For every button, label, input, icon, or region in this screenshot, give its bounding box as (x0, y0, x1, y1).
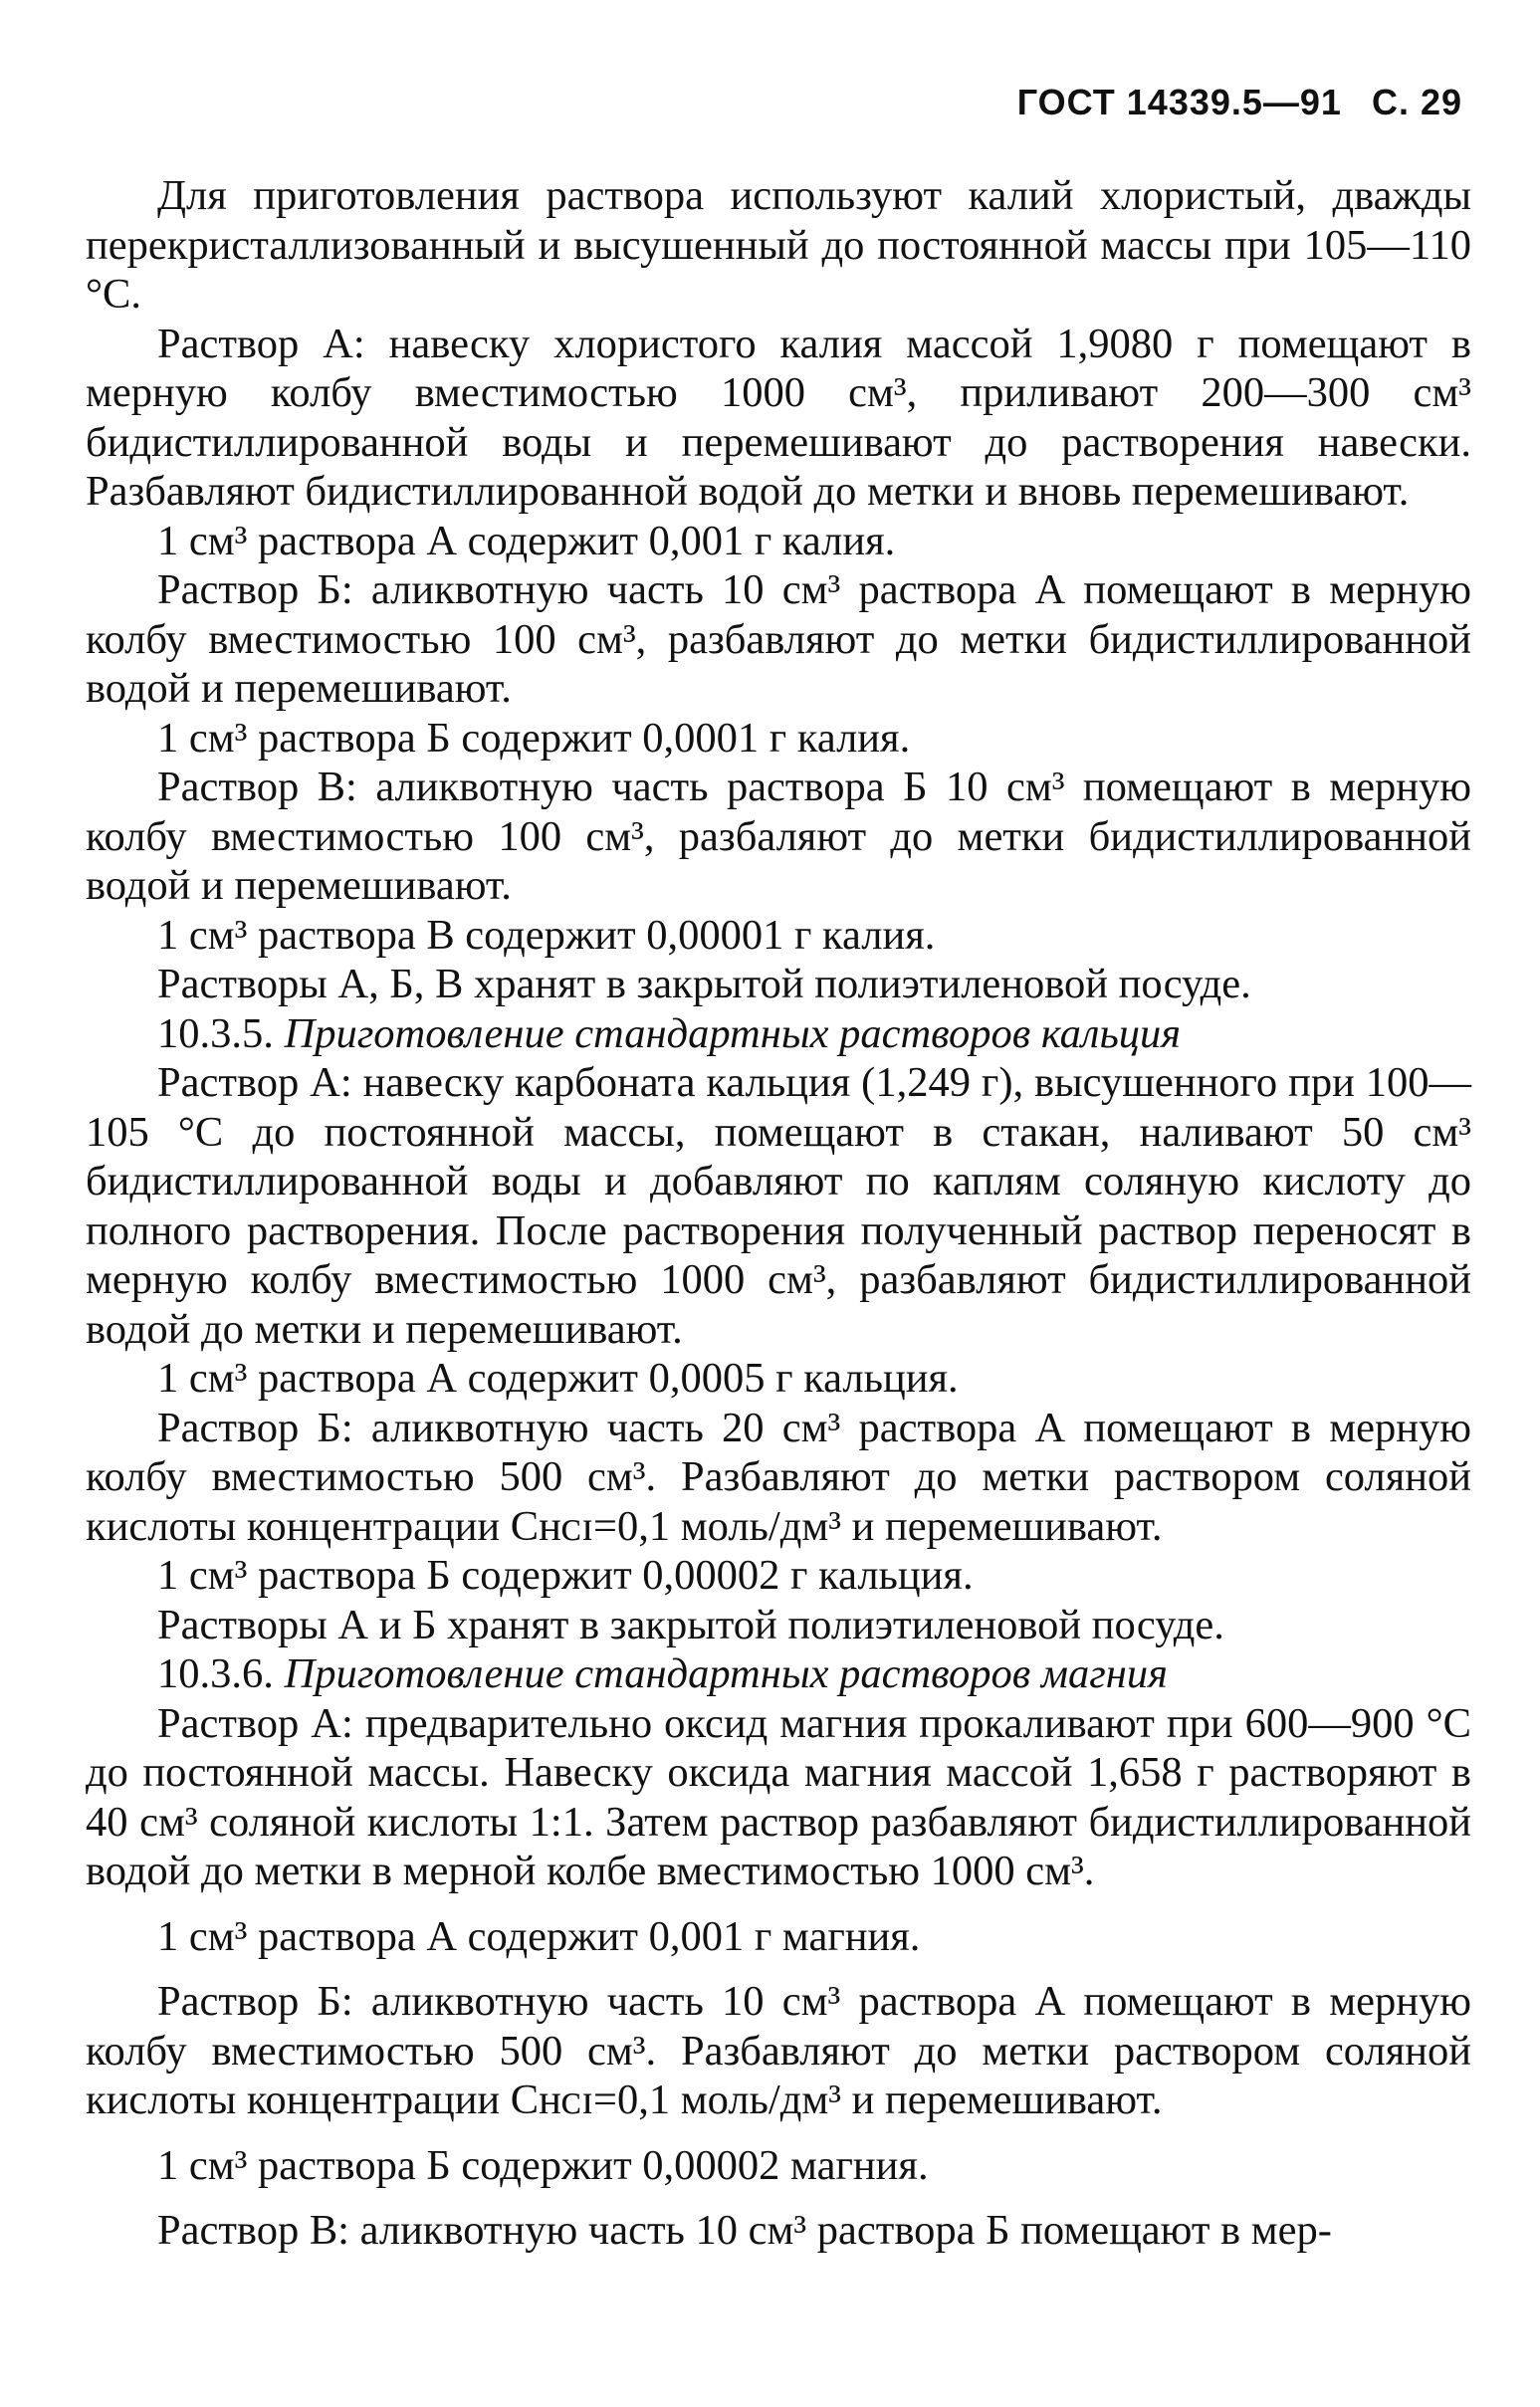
page-header (1017, 82, 1462, 123)
paragraph-calcium-storage: Растворы А и Б хранят в закрытой полиэтиленовой посуде. (157, 1601, 1224, 1648)
standard-number: ГОСТ 14339.5—91 (1016, 82, 1342, 122)
paragraph-calcium-a-content: 1 см³ раствора А содержит 0,0005 г кальция. (157, 1355, 959, 1402)
paragraph-magnesium-solution-v: Раствор В: аликвотную часть 10 см³ раствора Б помещают в мер- (157, 2207, 1332, 2254)
paragraph-potassium-solution-a: Раствор А: навеску хлористого калия массой 1,9080 г помещают в мерную колбу вместимостью 1000 см³, приливают 200—300 см³ бидистиллированной воды и перемешивают до растворения навески. Разбавляют бидистиллированной водой до метки и вновь перемешивают. (86, 320, 1471, 515)
paragraph-magnesium-a-content: 1 см³ раствора А содержит 0,001 г магния. (157, 1912, 921, 1960)
section-number: 10.3.5. (157, 1009, 274, 1057)
document-body (86, 171, 1471, 2256)
paragraph-potassium-storage: Растворы А, Б, В хранят в закрытой полиэтиленовой посуде. (157, 961, 1251, 1007)
paragraph-potassium-b-content: 1 см³ раствора Б содержит 0,0001 г калия. (157, 714, 911, 762)
paragraph-calcium-solution-a: Раствор А: навеску карбоната кальция (1,249 г), высушенного при 100—105 °С до постоянной массы, помещают в стакан, наливают 50 см³ бидистиллированной воды и добавляют по каплям соляную кислоту до полного растворения. После растворения полученный раствор переносят в мерную колбу вместимостью 1000 см³, разбавляют бидистиллированной водой до метки и перемешивают. (86, 1059, 1471, 1353)
section-heading-magnesium (86, 1649, 1471, 1699)
paragraph-magnesium-solution-b: Раствор Б: аликвотную часть 10 см³ раствора А помещают в мерную колбу вместимостью 500 см³. Разбавляют до метки раствором соляной кислоты концентрации Cʜᴄɪ=0,1 моль/дм³ и перемешивают. (86, 1978, 1471, 2123)
section-title: Приготовление стандартных растворов магния (284, 1650, 1168, 1697)
paragraph-potassium-v-content: 1 см³ раствора В содержит 0,00001 г калия. (157, 911, 936, 959)
section-title: Приготовление стандартных растворов кальция (284, 1009, 1182, 1057)
paragraph-magnesium-b-content: 1 см³ раствора Б содержит 0,00002 магния. (157, 2141, 929, 2189)
paragraph-potassium-solution-v: Раствор В: аликвотную часть раствора Б 10 см³ помещают в мерную колбу вместимостью 100 см³, разбаляют до метки бидистиллированной водой и перемешивают. (86, 764, 1471, 909)
page-number: С. 29 (1371, 82, 1462, 122)
paragraph-potassium-solution-b: Раствор Б: аликвотную часть 10 см³ раствора А помещают в мерную колбу вместимостью 100 см³, разбавляют до метки бидистиллированной водой и перемешивают. (86, 566, 1471, 712)
section-heading-calcium (86, 1009, 1471, 1059)
paragraph-potassium-a-content: 1 см³ раствора А содержит 0,001 г калия. (157, 517, 896, 564)
paragraph-calcium-solution-b: Раствор Б: аликвотную часть 20 см³ раствора А помещают в мерную колбу вместимостью 500 см³. Разбавляют до метки раствором соляной кислоты концентрации Cʜᴄɪ=0,1 моль/дм³ и перемешивают. (86, 1404, 1471, 1550)
paragraph-potassium-intro: Для приготовления раствора используют калий хлористый, дважды перекристаллизованный и высушенный до постоянной массы при 105—110 °С. (86, 172, 1471, 318)
paragraph-magnesium-solution-a: Раствор А: предварительно оксид магния прокаливают при 600—900 °С до постоянной массы. Навеску оксида магния массой 1,658 г растворяют в 40 см³ соляной кислоты 1:1. Затем раствор разбавляют бидистиллированной водой до метки в мерной колбе вместимостью 1000 см³. (86, 1699, 1471, 1894)
paragraph-calcium-b-content: 1 см³ раствора Б содержит 0,00002 г кальция. (157, 1552, 974, 1599)
section-number: 10.3.6. (157, 1650, 274, 1697)
